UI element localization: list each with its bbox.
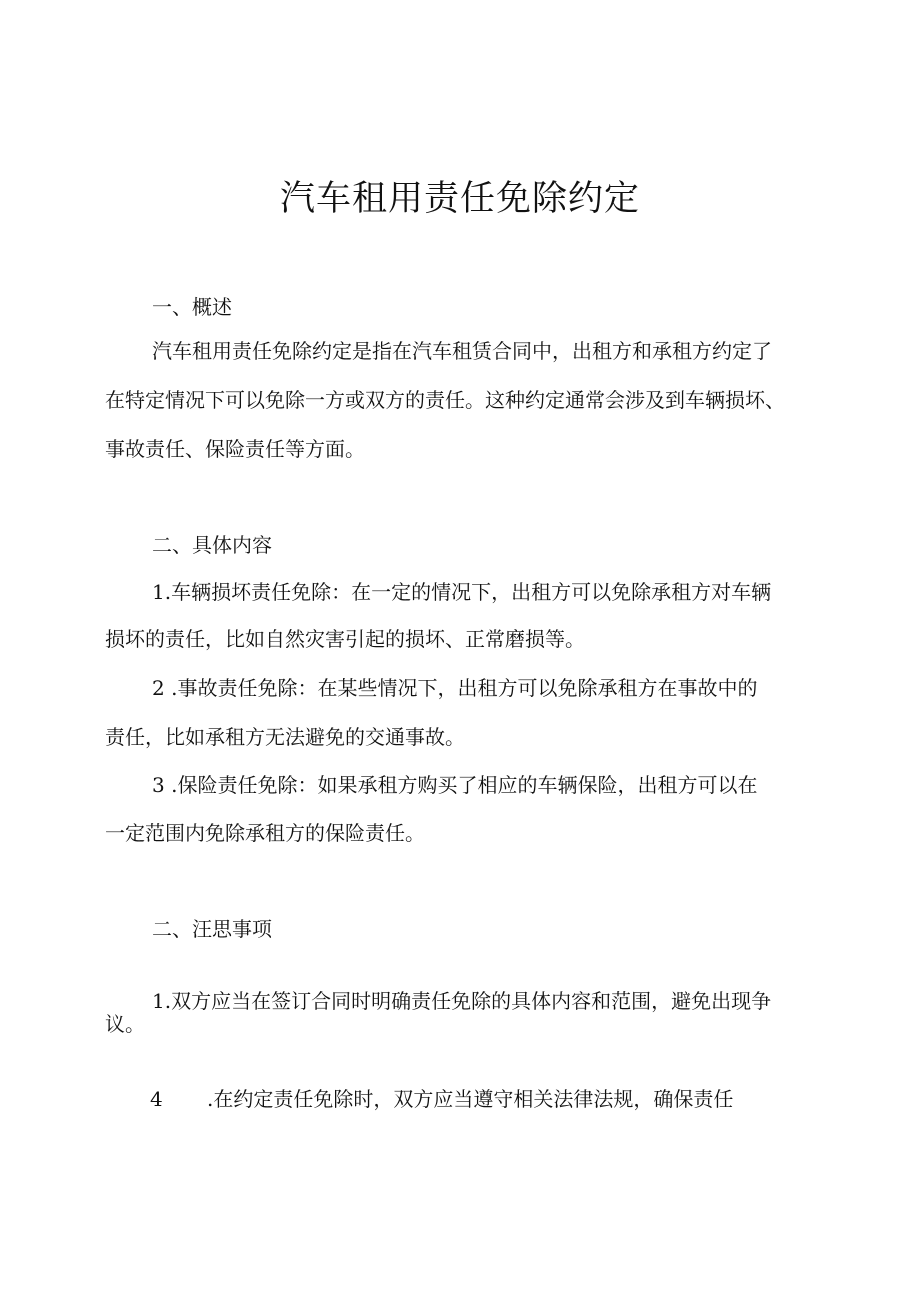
document-title: 汽车租用责任免除约定: [279, 179, 640, 219]
list-item-line: 2 .事故责任免除：在某些情况下，出租方可以免除承租方在事故中的: [152, 676, 758, 700]
list-item-line: 3 .保险责任免除：如果承租方购买了相应的车辆保险，出租方可以在: [152, 773, 758, 797]
list-item-line: 一定范围内免除承租方的保险责任。: [105, 821, 425, 845]
list-item-line: 1.车辆损坏责任免除：在一定的情况下，出租方可以免除承租方对车辆: [152, 580, 772, 604]
list-item-line: 损坏的责任，比如自然灾害引起的损坏、正常磨损等。: [105, 627, 585, 651]
list-item-line: 1.双方应当在签订合同时明确责任免除的具体内容和范围，避免出现争: [152, 989, 772, 1013]
list-item-line: 议。: [105, 1012, 145, 1036]
paragraph-line: 汽车租用责任免除约定是指在汽车租赁合同中，出租方和承租方约定了: [152, 339, 772, 363]
section-heading-contents: 二、具体内容: [152, 533, 272, 557]
list-item-number: 4: [150, 1087, 163, 1111]
paragraph-line: 事故责任、保险责任等方面。: [105, 437, 365, 461]
paragraph-line: 在特定情况下可以免除一方或双方的责任。这种约定通常会涉及到车辆损坏、: [105, 388, 785, 412]
list-item-line: 责任，比如承租方无法避免的交通事故。: [105, 725, 465, 749]
section-heading-overview: 一、概述: [152, 295, 232, 319]
section-heading-notes: 二、汪思事项: [152, 917, 272, 941]
list-item-line: .在约定责任免除时，双方应当遵守相关法律法规，确保责任: [207, 1087, 734, 1111]
